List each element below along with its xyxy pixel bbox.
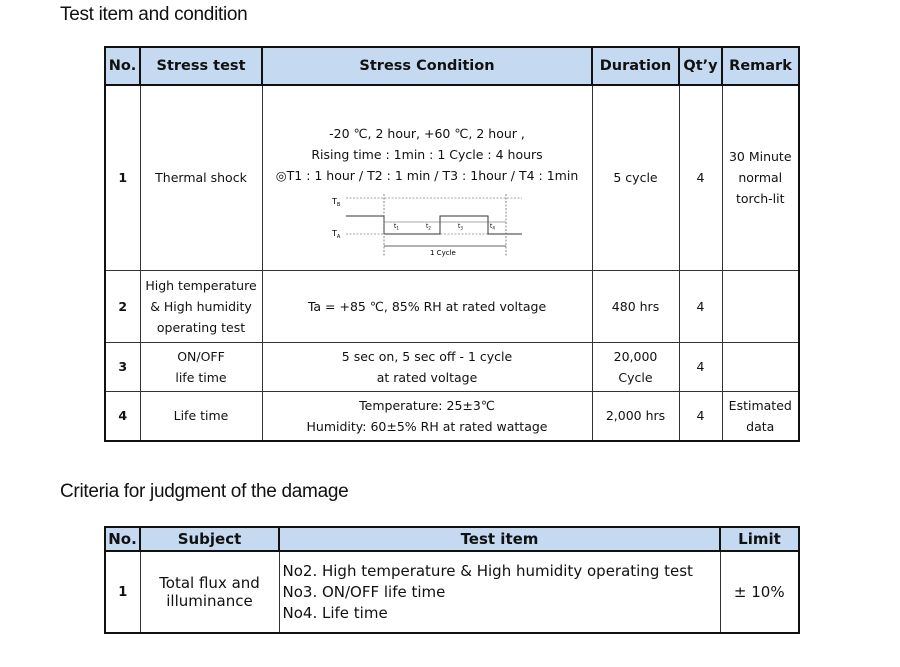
row-duration: 2,000 hrs	[592, 391, 679, 441]
condition-line: Temperature: 25±3℃	[359, 397, 495, 413]
row-no: 3	[105, 342, 140, 391]
subject-line: Total flux and	[159, 574, 260, 592]
row-remark	[722, 270, 799, 342]
test-item-line: No3. ON/OFF life time	[282, 582, 446, 601]
table-row	[105, 270, 799, 342]
row-stress-test: Thermal shock	[140, 85, 262, 270]
table-header-row	[105, 527, 799, 551]
row-limit: ± 10%	[720, 551, 799, 633]
condition-line: -20 ℃, 2 hour, +60 ℃, 2 hour ,	[329, 126, 525, 142]
condition-line: Humidity: 60±5% RH at rated wattage	[306, 418, 548, 434]
test-conditions-table	[104, 46, 800, 442]
test-line: High temperature	[145, 277, 257, 293]
row-duration: 480 hrs	[592, 270, 679, 342]
row-remark	[722, 342, 799, 391]
duration-line: Cycle	[618, 369, 653, 385]
row-no: 1	[105, 85, 140, 270]
table-row	[105, 551, 799, 633]
test-line: ON/OFF	[177, 348, 225, 364]
header-no: No.	[105, 47, 140, 85]
row-stress-test	[140, 270, 262, 342]
remark-line: normal	[738, 170, 783, 186]
header-subject: Subject	[140, 527, 279, 551]
row-remark	[722, 85, 799, 270]
header-limit: Limit	[720, 527, 799, 551]
header-duration: Duration	[592, 47, 679, 85]
row-no: 2	[105, 270, 140, 342]
row-stress-condition	[262, 391, 592, 441]
condition-line: Rising time : 1min : 1 Cycle : 4 hours	[311, 147, 543, 163]
row-no: 4	[105, 391, 140, 441]
duration-line: 20,000	[613, 348, 658, 364]
test-item-line: No4. Life time	[282, 603, 388, 622]
header-remark: Remark	[722, 47, 799, 85]
test-line: & High humidity	[150, 298, 252, 314]
test-line: operating test	[156, 319, 246, 335]
remark-line: 30 Minute	[728, 149, 792, 165]
row-duration: 5 cycle	[592, 85, 679, 270]
cycle-waveform	[346, 216, 522, 234]
ta-label: $T_A$	[332, 229, 341, 241]
table-row	[105, 85, 799, 270]
condition-line: ◎T1 : 1 hour / T2 : 1 min / T3 : 1hour / T4 : 1min	[275, 168, 579, 184]
t2-label: $t_2$	[426, 223, 431, 231]
header-stress-test: Stress test	[140, 47, 262, 85]
row-duration	[592, 342, 679, 391]
t1-label: $t_1$	[394, 223, 399, 231]
remark-line: torch-lit	[735, 191, 785, 207]
row-stress-test	[140, 342, 262, 391]
row-no: 1	[105, 551, 140, 633]
row-stress-test: Life time	[140, 391, 262, 441]
damage-criteria-table	[104, 526, 800, 634]
remark-line: data	[746, 418, 775, 434]
row-subject	[140, 551, 279, 633]
row-remark	[722, 391, 799, 441]
row-stress-condition	[262, 85, 592, 270]
header-qty: Qt’y	[679, 47, 722, 85]
header-no: No.	[105, 527, 140, 551]
row-qty: 4	[679, 391, 722, 441]
remark-line: Estimated	[728, 397, 792, 413]
row-test-items	[279, 551, 720, 633]
section-title-test-conditions: Test item and condition	[60, 4, 248, 25]
t3-label: $t_3$	[458, 223, 463, 231]
condition-line: at rated voltage	[376, 369, 478, 385]
row-qty: 4	[679, 85, 722, 270]
row-stress-condition: Ta = +85 ℃, 85% RH at rated voltage	[262, 270, 592, 342]
table-row	[105, 391, 799, 441]
table-header-row	[105, 47, 799, 85]
section-title-damage-criteria: Criteria for judgment of the damage	[60, 481, 349, 502]
t4-label: $t_4$	[490, 223, 495, 231]
row-stress-condition	[262, 342, 592, 391]
table-row	[105, 342, 799, 391]
condition-line: 5 sec on, 5 sec off - 1 cycle	[341, 348, 513, 364]
row-qty: 4	[679, 342, 722, 391]
one-cycle-label: 1 Cycle	[430, 249, 456, 258]
row-qty: 4	[679, 270, 722, 342]
header-test-item: Test item	[279, 527, 720, 551]
header-stress-condition: Stress Condition	[262, 47, 592, 85]
thermal-cycle-diagram	[322, 194, 532, 258]
test-line: life time	[175, 369, 227, 385]
test-item-line: No2. High temperature & High humidity operating test	[282, 561, 693, 580]
subject-line: illuminance	[166, 592, 253, 610]
tb-label: $T_B$	[332, 197, 341, 209]
